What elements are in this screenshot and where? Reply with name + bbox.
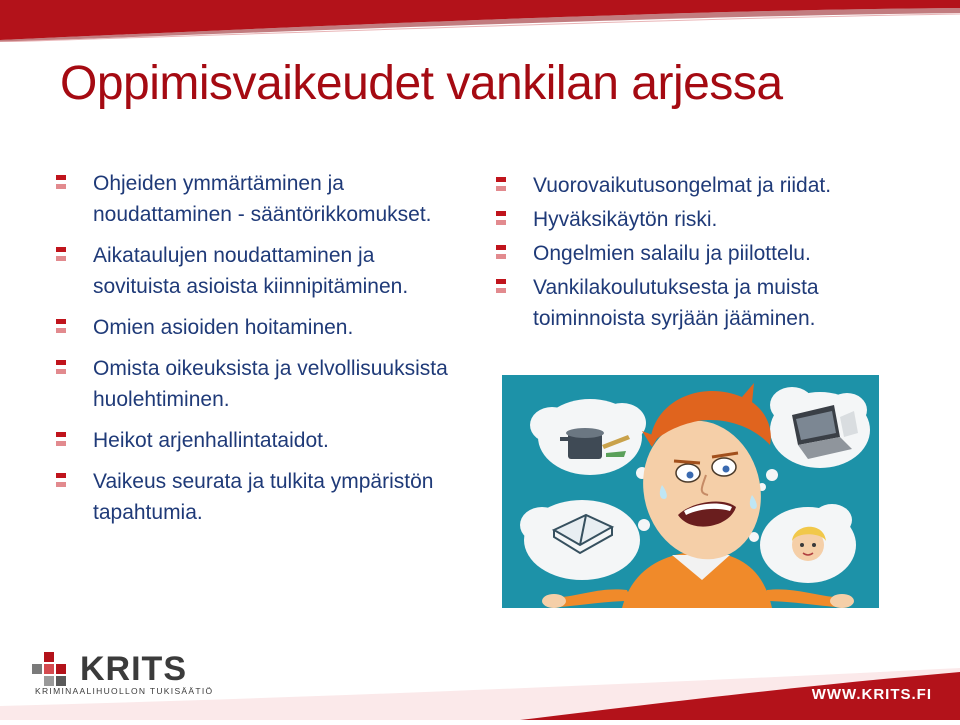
bullet-text: Hyväksikäytön riski. [533,208,718,231]
bullet-text: Vankilakoulutuksesta ja muista toiminnoista syrjään jääminen. [533,276,819,330]
list-item [56,312,456,343]
list-item [496,238,936,269]
bullet-square-icon [496,211,506,225]
bullet-square-icon [56,432,66,446]
bullet-text: Ongelmien salailu ja piilottelu. [533,242,811,265]
top-decorative-band [0,0,960,42]
list-item [56,425,456,456]
bullet-square-icon [56,473,66,487]
bullet-square-icon [56,175,66,189]
slide-title: Oppimisvaikeudet vankilan arjessa [60,57,783,110]
bullet-square-icon [496,177,506,191]
bullet-text: Ohjeiden ymmärtäminen ja noudattaminen - sääntörikkomukset. [93,172,432,226]
bullet-text: Aikataulujen noudattaminen ja sovituista asioista kiinnipitäminen. [93,244,409,298]
list-item [56,466,456,528]
list-item [56,240,456,302]
list-item [496,272,936,334]
left-bullet-list [56,168,456,538]
bullet-square-icon [496,279,506,293]
right-bullet-list [496,170,936,337]
bullet-text: Vuorovaikutusongelmat ja riidat. [533,174,832,197]
list-item [56,353,456,415]
bullet-text: Vaikeus seurata ja tulkita ympäristön tapahtumia. [93,470,434,524]
bullet-text: Omien asioiden hoitaminen. [93,316,354,339]
list-item [56,168,456,230]
bullet-square-icon [56,247,66,261]
list-item [496,204,936,235]
stressed-man-illustration [502,375,879,608]
bullet-text: Heikot arjenhallintataidot. [93,429,329,452]
krits-logo-squares-icon [32,652,76,686]
bullet-square-icon [56,319,66,333]
list-item [496,170,936,201]
footer-url-link[interactable]: WWW.KRITS.FI [811,686,932,703]
logo-subtitle: KRIMINAALIHUOLLON TUKISÄÄTIÖ [35,686,214,696]
krits-logo [32,650,214,700]
bullet-square-icon [496,245,506,259]
bullet-square-icon [56,360,66,374]
bullet-text: Omista oikeuksista ja velvollisuuksista huolehtiminen. [93,357,448,411]
logo-wordmark: KRITS [80,650,187,688]
